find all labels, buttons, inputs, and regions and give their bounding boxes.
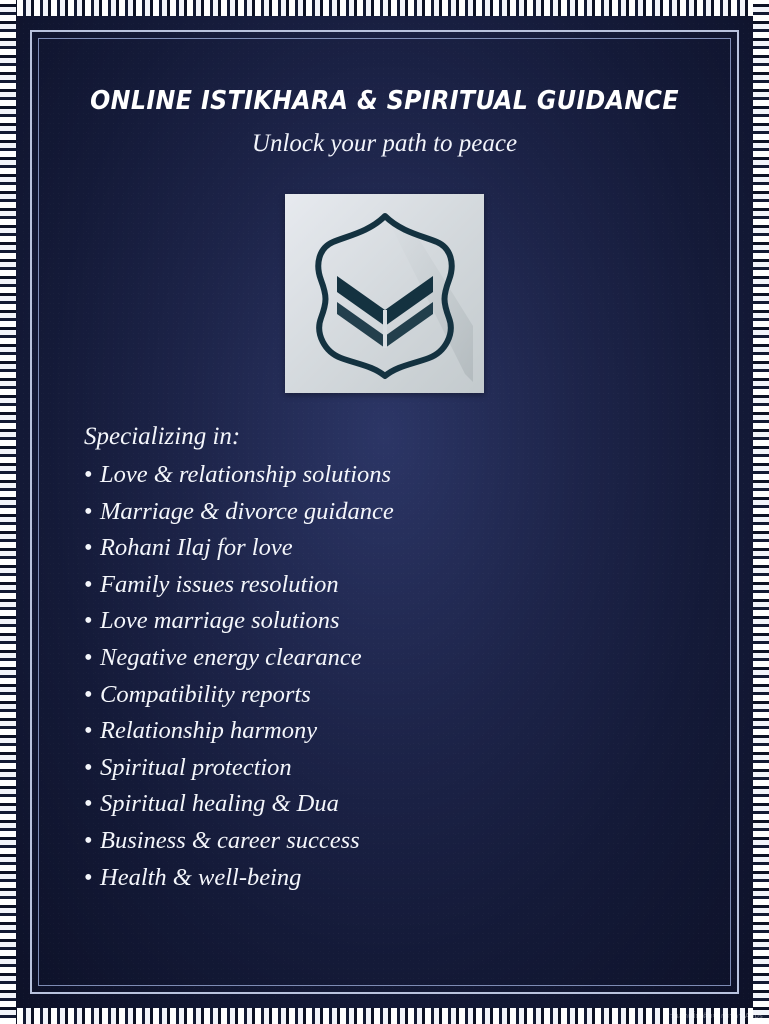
bullet-icon: • bbox=[84, 570, 93, 598]
list-item bbox=[84, 567, 713, 604]
bullet-icon: • bbox=[84, 790, 93, 818]
open-quran-emblem bbox=[285, 194, 484, 393]
service-label: Health & well-being bbox=[100, 863, 302, 891]
torn-edge-right bbox=[753, 0, 769, 1024]
specializing-label: Specializing in: bbox=[84, 423, 241, 450]
service-label: Rohani Ilaj for love bbox=[100, 534, 293, 562]
bullet-icon: • bbox=[84, 753, 93, 781]
page-title: ONLINE ISTIKHARA & SPIRITUAL GUIDANCE bbox=[90, 86, 679, 116]
list-item bbox=[84, 457, 713, 494]
bullet-icon: • bbox=[84, 497, 93, 525]
open-quran-emblem-svg bbox=[297, 206, 473, 382]
bullet-icon: • bbox=[84, 680, 93, 708]
bullet-icon: • bbox=[84, 643, 93, 671]
torn-edge-top bbox=[0, 0, 769, 16]
service-label: Business & career success bbox=[100, 826, 360, 854]
list-item bbox=[84, 823, 713, 860]
list-item bbox=[84, 530, 713, 567]
service-label: Relationship harmony bbox=[100, 717, 318, 745]
bullet-icon: • bbox=[84, 826, 93, 854]
service-label: Love marriage solutions bbox=[100, 607, 340, 635]
bullet-icon: • bbox=[84, 863, 93, 891]
torn-edge-bottom bbox=[0, 1008, 769, 1024]
service-label: Spiritual healing & Dua bbox=[100, 790, 339, 818]
poster-content bbox=[56, 56, 713, 968]
bullet-icon: • bbox=[84, 461, 93, 488]
poster-card bbox=[16, 16, 753, 1008]
service-label: Spiritual protection bbox=[100, 753, 292, 781]
service-label: Marriage & divorce guidance bbox=[100, 497, 394, 525]
list-item bbox=[84, 677, 713, 714]
torn-edge-left bbox=[0, 0, 16, 1024]
bullet-icon: • bbox=[84, 717, 93, 745]
list-item bbox=[84, 860, 713, 897]
list-item bbox=[84, 603, 713, 640]
list-item bbox=[84, 786, 713, 823]
list-item bbox=[84, 713, 713, 750]
services-list bbox=[84, 457, 713, 896]
page-subtitle: Unlock your path to peace bbox=[251, 130, 518, 157]
service-label: Compatibility reports bbox=[100, 680, 311, 708]
service-label: Family issues resolution bbox=[100, 570, 339, 598]
watermark-text: ส่วนลดเพิ่มเติมจากราคา Apps bbox=[665, 1012, 763, 1020]
list-item bbox=[84, 494, 713, 531]
list-item bbox=[84, 640, 713, 677]
service-label: Love & relationship solutions bbox=[100, 461, 392, 488]
list-item bbox=[84, 750, 713, 787]
bullet-icon: • bbox=[84, 534, 93, 562]
service-label: Negative energy clearance bbox=[100, 643, 362, 671]
bullet-icon: • bbox=[84, 607, 93, 635]
